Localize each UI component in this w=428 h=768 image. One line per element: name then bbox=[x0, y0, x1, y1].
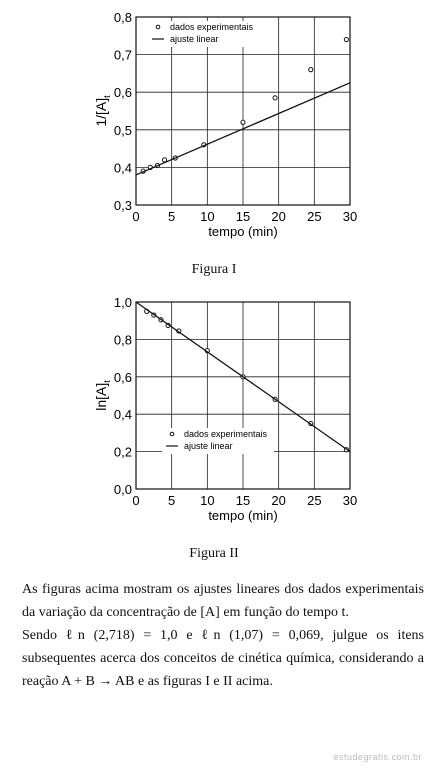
x-tick-label: 10 bbox=[200, 209, 215, 224]
legend-label: ajuste linear bbox=[184, 441, 233, 451]
x-tick-label: 5 bbox=[168, 209, 176, 224]
y-tick-label: 0,6 bbox=[113, 85, 132, 101]
x-tick-label: 20 bbox=[271, 493, 286, 508]
y-tick-label: 0,4 bbox=[113, 407, 132, 423]
y-tick-label: 0,5 bbox=[113, 122, 132, 138]
x-tick-label: 15 bbox=[235, 493, 251, 508]
y-axis-label-subscript: t bbox=[102, 380, 112, 383]
legend-marker-circle bbox=[156, 25, 160, 29]
x-tick-label: 25 bbox=[307, 209, 322, 224]
chart-figura-2 bbox=[93, 295, 357, 523]
paragraph-2: Sendo ℓn (2,718) = 1,0 e ℓn (1,07) = 0,069, julgue os itens subsequentes acerca dos conceitos de cinética química, considerando a reação A + B → AB e as figuras I e II acima. bbox=[22, 628, 424, 689]
x-tick-label: 20 bbox=[271, 209, 286, 224]
x-tick-label: 25 bbox=[307, 493, 322, 508]
figure-1-caption: Figura I bbox=[191, 262, 237, 277]
x-tick-label: 30 bbox=[342, 493, 358, 508]
y-tick-label: 0,6 bbox=[113, 369, 132, 385]
y-tick-label: 0,4 bbox=[113, 160, 132, 176]
legend-marker-circle bbox=[170, 432, 174, 436]
x-tick-label: 0 bbox=[132, 209, 140, 224]
question-text bbox=[22, 578, 424, 693]
x-axis-label: tempo (min) bbox=[208, 224, 278, 239]
data-point bbox=[344, 37, 348, 41]
legend bbox=[162, 428, 274, 454]
watermark: estudegratis.com.br bbox=[333, 752, 422, 762]
data-point bbox=[273, 96, 277, 100]
x-tick-label: 5 bbox=[168, 493, 176, 508]
x-tick-label: 10 bbox=[200, 493, 215, 508]
x-tick-label: 30 bbox=[342, 209, 358, 224]
y-tick-label: 0,2 bbox=[113, 444, 132, 460]
y-axis-label: $1/[A]_t$ bbox=[93, 95, 112, 127]
data-point bbox=[241, 120, 245, 124]
y-tick-label: 1,0 bbox=[113, 295, 132, 310]
x-tick-label: 0 bbox=[132, 493, 140, 508]
y-tick-label: 0,3 bbox=[113, 198, 132, 213]
y-tick-label: 0,0 bbox=[113, 482, 132, 497]
x-tick-label: 15 bbox=[235, 209, 251, 224]
y-tick-label: 0,7 bbox=[113, 47, 132, 63]
legend-label: dados experimentais bbox=[184, 429, 268, 439]
chart-figura-1 bbox=[93, 10, 357, 239]
data-point bbox=[309, 68, 313, 72]
y-axis-label-subscript: t bbox=[102, 95, 112, 98]
legend-label: ajuste linear bbox=[170, 34, 219, 44]
y-tick-label: 0,8 bbox=[113, 332, 132, 348]
legend-label: dados experimentais bbox=[170, 22, 254, 32]
paragraph-1: As figuras acima mostram os ajustes lineares dos dados experimentais da variação da concentração de [A] em função do tempo t. bbox=[22, 582, 424, 620]
legend bbox=[148, 21, 260, 47]
figure-2-caption: Figura II bbox=[189, 546, 239, 561]
y-tick-label: 0,8 bbox=[113, 10, 132, 25]
x-axis-label: tempo (min) bbox=[208, 508, 278, 523]
y-axis-label: $\ln[A]_t$ bbox=[93, 380, 112, 411]
